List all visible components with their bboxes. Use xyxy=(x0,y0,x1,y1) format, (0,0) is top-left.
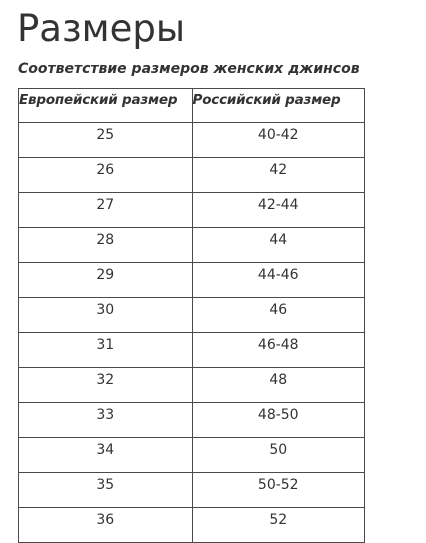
european-size-cell: 35 xyxy=(19,473,193,508)
russian-size-cell: 42 xyxy=(192,158,365,193)
european-size-cell: 29 xyxy=(19,263,193,298)
russian-size-cell: 44-46 xyxy=(192,263,365,298)
european-size-cell: 30 xyxy=(19,298,193,333)
russian-size-cell: 48-50 xyxy=(192,403,365,438)
european-size-cell: 34 xyxy=(19,438,193,473)
russian-size-cell: 42-44 xyxy=(192,193,365,228)
table-row xyxy=(19,473,365,508)
table-row xyxy=(19,403,365,438)
russian-size-cell: 46 xyxy=(192,298,365,333)
table-row xyxy=(19,123,365,158)
table-row xyxy=(19,298,365,333)
european-size-cell: 33 xyxy=(19,403,193,438)
european-size-cell: 26 xyxy=(19,158,193,193)
header-russian-size: Российский размер xyxy=(192,89,365,123)
table-row xyxy=(19,193,365,228)
table-row xyxy=(19,263,365,298)
size-chart-table xyxy=(18,88,365,543)
european-size-cell: 32 xyxy=(19,368,193,403)
table-row xyxy=(19,438,365,473)
european-size-cell: 36 xyxy=(19,508,193,543)
russian-size-cell: 48 xyxy=(192,368,365,403)
header-european-size: Европейский размер xyxy=(19,89,193,123)
table-row xyxy=(19,368,365,403)
table-row xyxy=(19,333,365,368)
russian-size-cell: 44 xyxy=(192,228,365,263)
russian-size-cell: 50 xyxy=(192,438,365,473)
european-size-cell: 28 xyxy=(19,228,193,263)
european-size-cell: 27 xyxy=(19,193,193,228)
table-caption: Соответствие размеров женских джинсов xyxy=(18,61,360,77)
table-row xyxy=(19,508,365,543)
russian-size-cell: 40-42 xyxy=(192,123,365,158)
russian-size-cell: 52 xyxy=(192,508,365,543)
page-title: Размеры xyxy=(17,7,186,50)
european-size-cell: 25 xyxy=(19,123,193,158)
european-size-cell: 31 xyxy=(19,333,193,368)
russian-size-cell: 46-48 xyxy=(192,333,365,368)
table-row xyxy=(19,228,365,263)
table-row xyxy=(19,158,365,193)
russian-size-cell: 50-52 xyxy=(192,473,365,508)
table-header-row xyxy=(19,89,365,123)
